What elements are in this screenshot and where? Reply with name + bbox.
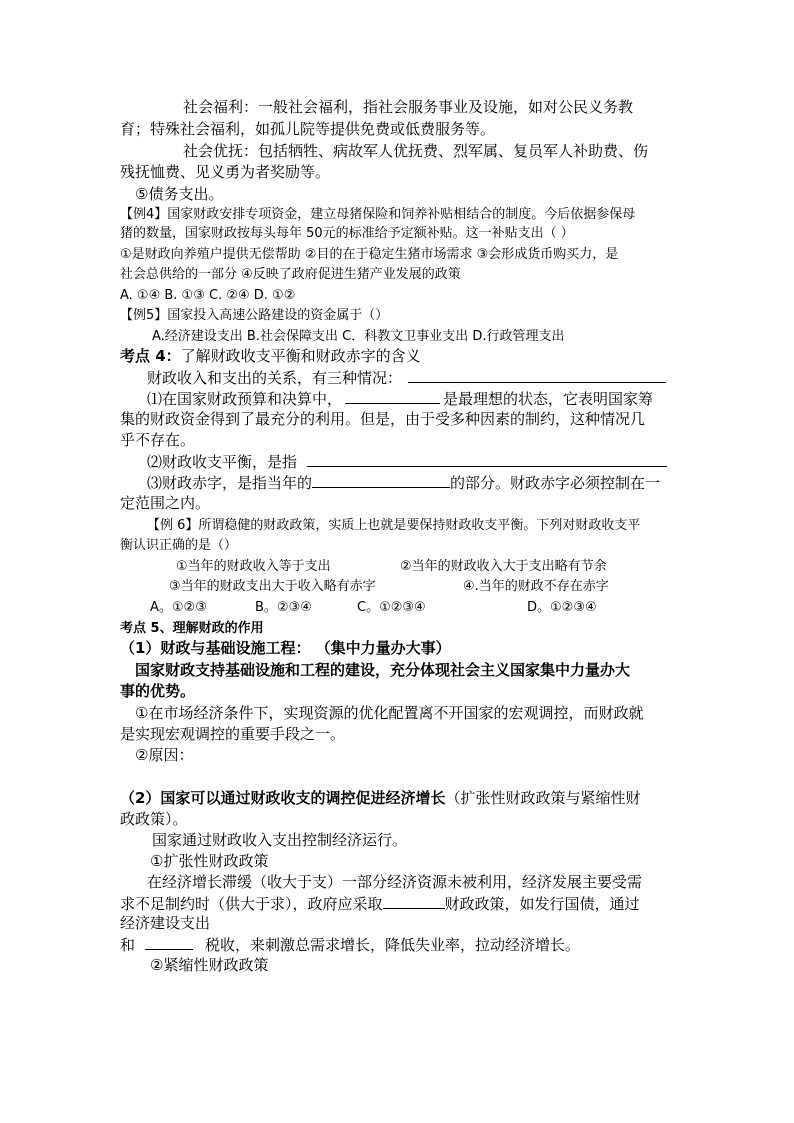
text-fragment: 是最理想的状态，它表明国家筹: [443, 390, 654, 408]
text-fragment: 和: [120, 936, 136, 954]
answer-options: A.经济建设支出 B.社会保障支出 C．科教文卫事业支出 D.行政管理支出: [152, 329, 565, 344]
example-5-question: 【例5】国家投入高速公路建设的资金属于（）: [120, 308, 389, 323]
text-line: 定范围之内。: [120, 494, 211, 512]
fill-blank: [345, 388, 440, 404]
section-heading: [120, 346, 421, 366]
text-fragment: 财政收入和支出的关系，有三种情况：: [147, 369, 403, 387]
answer-option-d: D。①②③④: [527, 600, 597, 615]
subsection-heading: [120, 788, 640, 808]
text-line: 政政策）。: [120, 810, 188, 828]
answer-option-c: C。①②③④: [357, 600, 426, 615]
text-line: 国家通过财政收入支出控制经济运行。: [152, 831, 408, 849]
statement-3: ③当年的财政支出大于收入略有赤字: [169, 579, 376, 594]
text-line: ②原因：: [135, 746, 194, 764]
statement-2: ②当年的财政收入大于支出略有节余: [400, 559, 607, 574]
text-line: ⑤债务支出。: [135, 185, 224, 203]
answer-option-a: A。①②③: [150, 600, 207, 615]
text-line: [120, 893, 640, 914]
text-line: [147, 451, 667, 472]
text-line: [147, 367, 666, 388]
text-line: 残抚恤费、见义勇为者奖励等。: [120, 163, 331, 181]
heading-bold: （2）国家可以通过财政收支的调控促进经济增长: [120, 789, 446, 807]
statement-4: ④.当年的财政不存在赤字: [463, 579, 609, 594]
answer-option-b: B。②③④: [255, 600, 312, 615]
text-line: ②紧缩性财政政策: [150, 956, 269, 974]
text-line: [147, 388, 653, 409]
fill-blank: [312, 472, 450, 488]
fill-blank: [145, 934, 193, 950]
section-title: 了解财政收支平衡和财政赤字的含义: [180, 347, 421, 365]
text-line: ①扩张性财政政策: [150, 852, 269, 870]
text-line: 育；特殊社会福利，如孤儿院等提供免费或低费服务等。: [120, 120, 496, 138]
text-line: 事的优势。: [120, 682, 196, 700]
heading-note: （扩张性财政政策与紧缩性财: [445, 789, 641, 807]
section-heading: 考点 5、理解财政的作用: [120, 621, 264, 636]
text-fragment: 财政政策，如发行国债，通过: [444, 895, 640, 913]
text-line: [147, 472, 660, 493]
example-6-question: 【例 6】所谓稳健的财政政策，实质上也就是要保持财政收支平衡。下列对财政收支平: [147, 518, 641, 533]
text-line: 社会优抚：包括牺牲、病故军人优抚费、烈军属、复员军人补助费、伤: [183, 142, 649, 160]
subsection-heading: （1）财政与基础设施工程： （集中力量办大事）: [120, 639, 451, 657]
text-line: 猪的数量，国家财政按每头每年 50元的标准给予定额补贴。这一补贴支出（ ）: [120, 226, 574, 241]
text-fragment: 税收，来刺激总需求增长，降低失业率，拉动经济增长。: [205, 936, 581, 954]
text-line: 在经济增长滞缓（收大于支）一部分经济资源未被利用，经济发展主要受需: [147, 873, 643, 891]
fill-blank: [307, 451, 667, 467]
text-line: 乎不存在。: [120, 431, 196, 449]
section-label: 考点 4：: [120, 347, 181, 365]
text-line: ①是财政向养殖户提供无偿帮助 ②目的在于稳定生猪市场需求 ③会形成货币购买力，是: [120, 247, 619, 262]
text-line: [120, 934, 580, 955]
text-fragment: 的部分。财政赤字必须控制在一: [450, 474, 661, 492]
text-line: 集的财政资金得到了最充分的利用。但是，由于受多种因素的制约，这种情况几: [120, 410, 646, 428]
text-line: 经济建设支出: [120, 914, 211, 932]
text-line: 衡认识正确的是（）: [120, 538, 238, 553]
text-line: 是实现宏观调控的重要手段之一。: [120, 725, 346, 743]
text-fragment: ⑴在国家财政预算和决算中，: [147, 390, 343, 408]
text-fragment: 求不足制约时（供大于求），政府应采取: [120, 895, 383, 913]
statement-1: ①当年的财政收入等于支出: [176, 559, 331, 574]
text-line: 社会福利：一般社会福利，指社会服务事业及设施，如对公民义务教: [183, 98, 634, 116]
fill-blank: [408, 367, 666, 383]
text-line: 国家财政支持基础设施和工程的建设，充分体现社会主义国家集中力量办大: [135, 661, 631, 679]
text-line: ①在市场经济条件下，实现资源的优化配置离不开国家的宏观调控，而财政就: [135, 704, 644, 722]
fill-blank: [383, 893, 445, 909]
example-4-question: 【例4】国家财政安排专项资金，建立母猪保险和饲养补贴相结合的制度。今后依据参保母: [120, 207, 636, 222]
answer-options: A. ①④ B. ①③ C. ②④ D. ①②: [120, 288, 296, 303]
text-line: 社会总供给的一部分 ④反映了政府促进生猪产业发展的政策: [120, 267, 461, 282]
text-fragment: ⑶财政赤字，是指当年的: [147, 474, 313, 492]
text-fragment: ⑵财政收支平衡，是指: [147, 453, 298, 471]
